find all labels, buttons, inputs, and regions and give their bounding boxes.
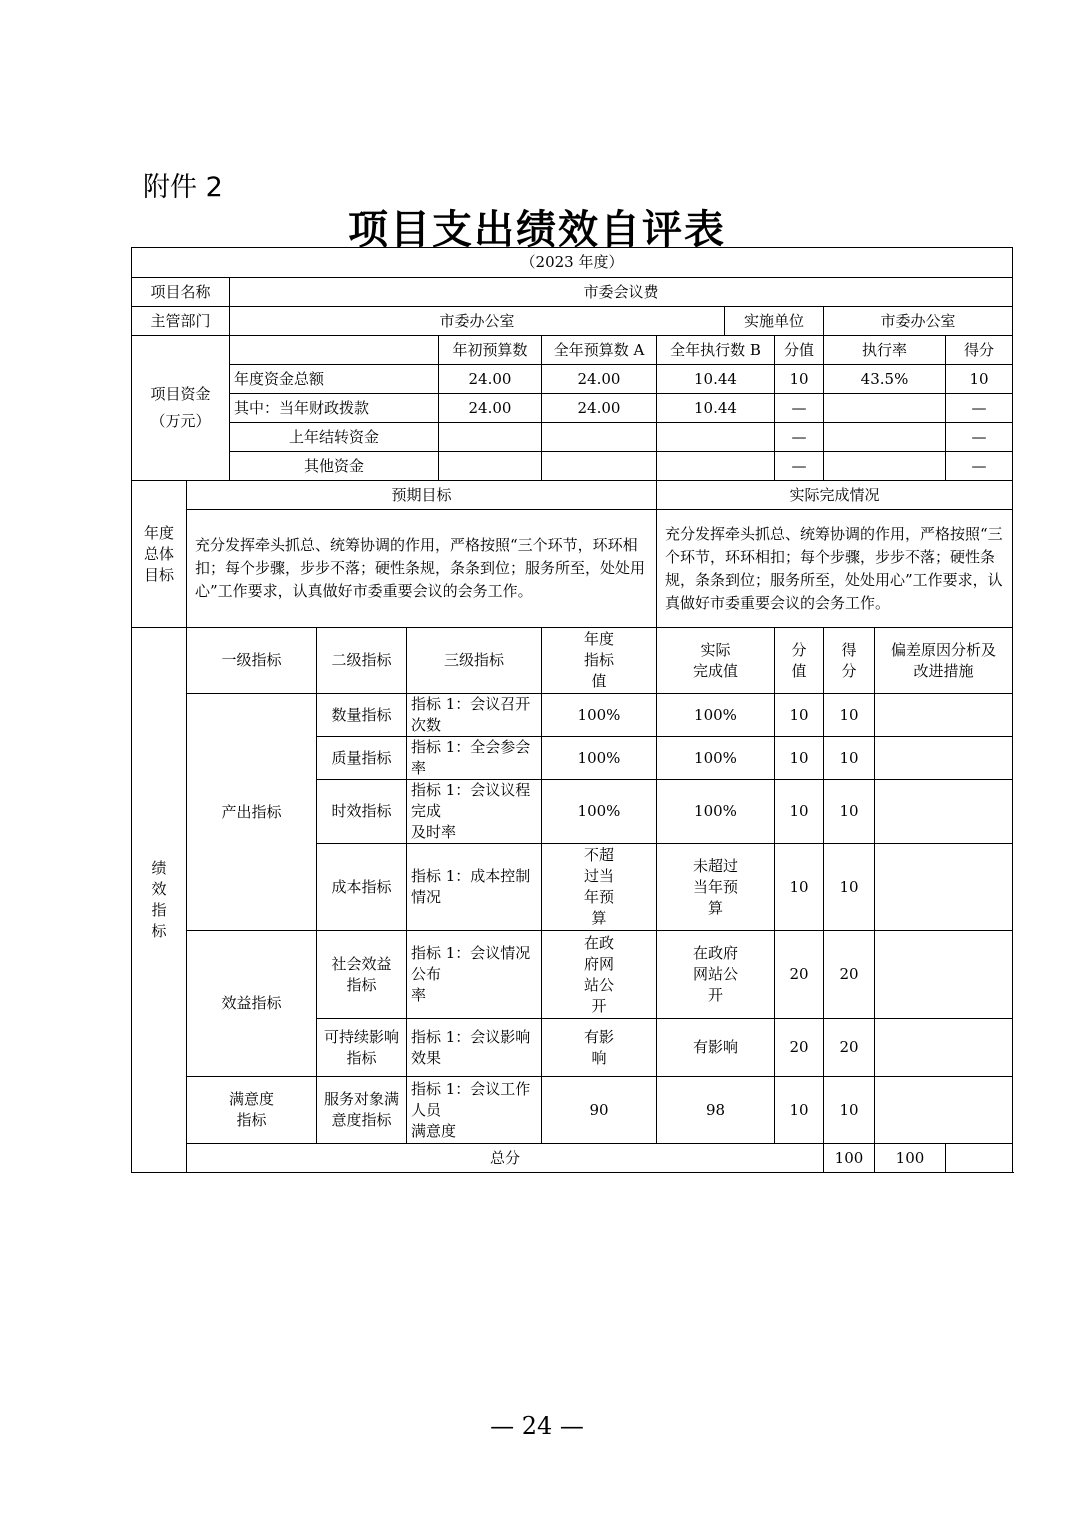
target-cell [542,931,657,1019]
cell-line: 满意度 [411,1121,457,1140]
cell-line: 在政府 [692,944,738,962]
cell-line: 算 [591,909,607,927]
funds-cell [824,394,946,423]
level2-cell [317,1019,407,1077]
funds-cell: — [775,452,824,481]
funds-cell [657,423,775,452]
score-value-cell: 20 [775,1019,824,1077]
group-satisfaction [187,1077,317,1144]
deviation-cell [875,931,1013,1019]
cell-line: 开 [707,986,723,1004]
impl-value: 市委办公室 [824,307,1013,336]
score-value-cell: 10 [775,844,824,931]
deviation-cell [875,780,1013,844]
funds-header: 得分 [946,336,1013,365]
deviation-cell [875,694,1013,737]
impl-label: 实施单位 [725,307,824,336]
level2-cell [317,737,407,780]
funds-cell: 24.00 [542,394,657,423]
funds-header: 年初预算数 [439,336,542,365]
actual-cell [657,1019,775,1077]
header-line: 改进措施 [913,661,974,680]
deviation-cell [875,1077,1013,1144]
cell-line: 指标 [346,1048,377,1067]
total-score: 100 [875,1144,946,1173]
funds-cell: 24.00 [439,394,542,423]
funds-cell: — [946,394,1013,423]
level3-cell [407,931,542,1019]
evaluation-table [131,247,1013,1173]
score-cell: 10 [824,844,875,931]
funds-cell [542,452,657,481]
score-value-cell: 10 [775,694,824,737]
actual-cell [657,931,775,1019]
cell-line: 过当 [583,867,614,885]
level3-cell [407,1077,542,1144]
cell-line: 及时率 [411,823,457,841]
cell-line: 网站公 [692,965,738,983]
funds-label-unit: （万元） [150,412,211,430]
level2-cell [317,780,407,844]
actual-result-header: 实际完成情况 [657,481,1013,510]
cell-line: 站公 [583,975,614,994]
score-cell: 10 [824,737,875,780]
expected-goal-text: 充分发挥牵头抓总、统筹协调的作用，严格按照“三个环节，环环相扣；每个步骤，步步不落；硬性条规，条条到位；服务所至，处处用心”工作要求，认真做好市委重要会议的会务工作。 [187,510,657,628]
funds-cell [657,452,775,481]
cell-line: 有影响 [692,1038,738,1056]
target-cell [542,780,657,844]
perf-header-target [542,628,657,694]
header-line: 偏差原因分析及 [891,640,997,659]
header-line: 年度 [583,630,614,648]
cell-line: 不超 [583,846,614,864]
score-value-cell: 10 [775,737,824,780]
funds-cell: 10 [775,365,824,394]
level2-cell [317,694,407,737]
perf-label [132,628,187,1173]
funds-row-name: 其他资金 [230,452,439,481]
perf-header-level1: 一级指标 [187,628,317,694]
project-name-label: 项目名称 [132,278,230,307]
cell-line: 意度指标 [331,1111,392,1129]
group-benefit: 效益指标 [187,931,317,1077]
page-title: 项目支出绩效自评表 [348,206,726,253]
cell-line: 指标 [346,975,377,994]
level2-cell [317,844,407,931]
dept-value: 市委办公室 [230,307,725,336]
funds-row-name: 上年结转资金 [230,423,439,452]
target-cell [542,1019,657,1077]
perf-header-score [824,628,875,694]
cell-line: 指标 1：会议议程完成 [411,781,531,820]
perf-header-level3: 三级指标 [407,628,542,694]
funds-cell: — [775,423,824,452]
level3-cell [407,737,542,780]
cell-line: 成本指标 [331,877,392,896]
cell-line: 数量指标 [331,705,392,724]
funds-cell [439,452,542,481]
total-blank [946,1144,1013,1173]
cell-line: 指标 1：会议情况公布 [411,944,531,983]
cell-line: 服务对象满 [323,1090,399,1108]
funds-header: 执行率 [824,336,946,365]
cell-line: 在政 [583,933,614,952]
actual-cell [657,737,775,780]
cell-line: 算 [707,898,723,917]
header-line: 值 [791,661,807,680]
level3-cell [407,844,542,931]
perf-header-actual [657,628,775,694]
actual-result-text: 充分发挥牵头抓总、统筹协调的作用，严格按照“三个环节，环环相扣；每个步骤，步步不落；硬性条规，条条到位；服务所至，处处用心”工作要求，认真做好市委重要会议的会务工作。 [657,510,1013,628]
cell-line: 未超过 [692,856,738,875]
cell-line: 指标 1：成本控制情况 [411,867,531,906]
cell-line: 可持续影响 [323,1027,399,1046]
funds-cell: 10 [946,365,1013,394]
perf-label-char: 指 [151,901,167,919]
funds-label [132,336,230,481]
target-cell [542,694,657,737]
header-line: 实际 [700,640,731,659]
cell-line: 时效指标 [331,802,392,820]
cell-line: 指标 1：会议工作人员 [411,1079,531,1119]
actual-cell [657,844,775,931]
cell-line: 社会效益 [331,954,392,973]
level3-cell [407,780,542,844]
perf-label-char: 效 [151,880,167,898]
score-value-cell: 20 [775,931,824,1019]
level3-cell [407,1019,542,1077]
cell-line: 100% [694,705,737,724]
funds-header-blank [230,336,439,365]
actual-cell [657,694,775,737]
perf-label-char: 绩 [151,859,167,877]
cell-line: 年预 [583,888,614,906]
cell-line: 开 [591,996,607,1015]
funds-cell: 43.5% [824,365,946,394]
header-line: 指标 [583,651,614,669]
group-output: 产出指标 [187,694,317,931]
goal-label-line: 目标 [143,565,174,584]
deviation-cell [875,1019,1013,1077]
project-name: 市委会议费 [230,278,1013,307]
score-cell: 20 [824,1019,875,1077]
perf-header-score-value [775,628,824,694]
dept-label: 主管部门 [132,307,230,336]
cell-line: 指标 [236,1111,267,1129]
cell-line: 98 [705,1100,726,1119]
goal-label [132,481,187,628]
funds-cell: 24.00 [542,365,657,394]
goal-label-line: 总体 [143,544,174,563]
actual-cell [657,780,775,844]
score-cell: 10 [824,694,875,737]
funds-cell: — [946,452,1013,481]
cell-line: 质量指标 [331,748,392,767]
funds-cell [439,423,542,452]
header-line: 分 [841,661,857,680]
actual-cell [657,1077,775,1144]
cell-line: 100% [577,802,621,820]
header-line: 值 [591,672,607,690]
funds-cell: — [946,423,1013,452]
funds-cell: 10.44 [657,365,775,394]
total-label: 总分 [187,1144,824,1173]
cell-line: 当年预 [692,877,738,896]
funds-header: 全年预算数 A [542,336,657,365]
funds-header: 全年执行数 B [657,336,775,365]
cell-line: 100% [694,748,737,767]
cell-line: 响 [591,1048,607,1067]
score-cell: 20 [824,931,875,1019]
level2-cell [317,931,407,1019]
deviation-cell [875,844,1013,931]
cell-line: 满意度 [228,1090,274,1108]
attachment-label: 附件 2 [143,172,223,203]
cell-line: 指标 1：全会参会率 [411,738,531,777]
funds-row-name: 年度资金总额 [230,365,439,394]
header-line: 分 [791,640,807,659]
funds-row-name: 其中：当年财政拨款 [230,394,439,423]
cell-line: 指标 1：会议召开次数 [411,695,531,734]
target-cell [542,1077,657,1144]
score-cell: 10 [824,1077,875,1144]
funds-cell: — [775,394,824,423]
perf-header-level2: 二级指标 [317,628,407,694]
year-label: （2023 年度） [132,248,1013,278]
deviation-cell [875,737,1013,780]
header-line: 完成值 [692,661,738,680]
funds-cell: 10.44 [657,394,775,423]
perf-label-char: 标 [151,922,167,940]
funds-header: 分值 [775,336,824,365]
total-score-value: 100 [824,1144,875,1173]
funds-cell [542,423,657,452]
funds-cell: 24.00 [439,365,542,394]
target-cell [542,844,657,931]
cell-line: 指标 1：会议影响效果 [411,1027,531,1067]
funds-label-line: 项目资金 [150,385,211,403]
score-value-cell: 10 [775,1077,824,1144]
cell-line: 有影 [583,1027,614,1046]
header-line: 得 [841,640,857,659]
level3-cell [407,694,542,737]
cell-line: 90 [589,1100,609,1119]
goal-label-line: 年度 [143,523,174,542]
cell-line: 100% [577,705,621,724]
perf-header-deviation [875,628,1013,694]
cell-line: 100% [694,802,737,820]
score-value-cell: 10 [775,780,824,844]
target-cell [542,737,657,780]
cell-line: 率 [411,986,427,1004]
expected-goal-header: 预期目标 [187,481,657,510]
funds-cell [824,423,946,452]
score-cell: 10 [824,780,875,844]
cell-line: 府网 [583,954,614,973]
funds-cell [824,452,946,481]
page-number: — 24 — [490,1412,584,1440]
level2-cell [317,1077,407,1144]
cell-line: 100% [577,748,621,767]
